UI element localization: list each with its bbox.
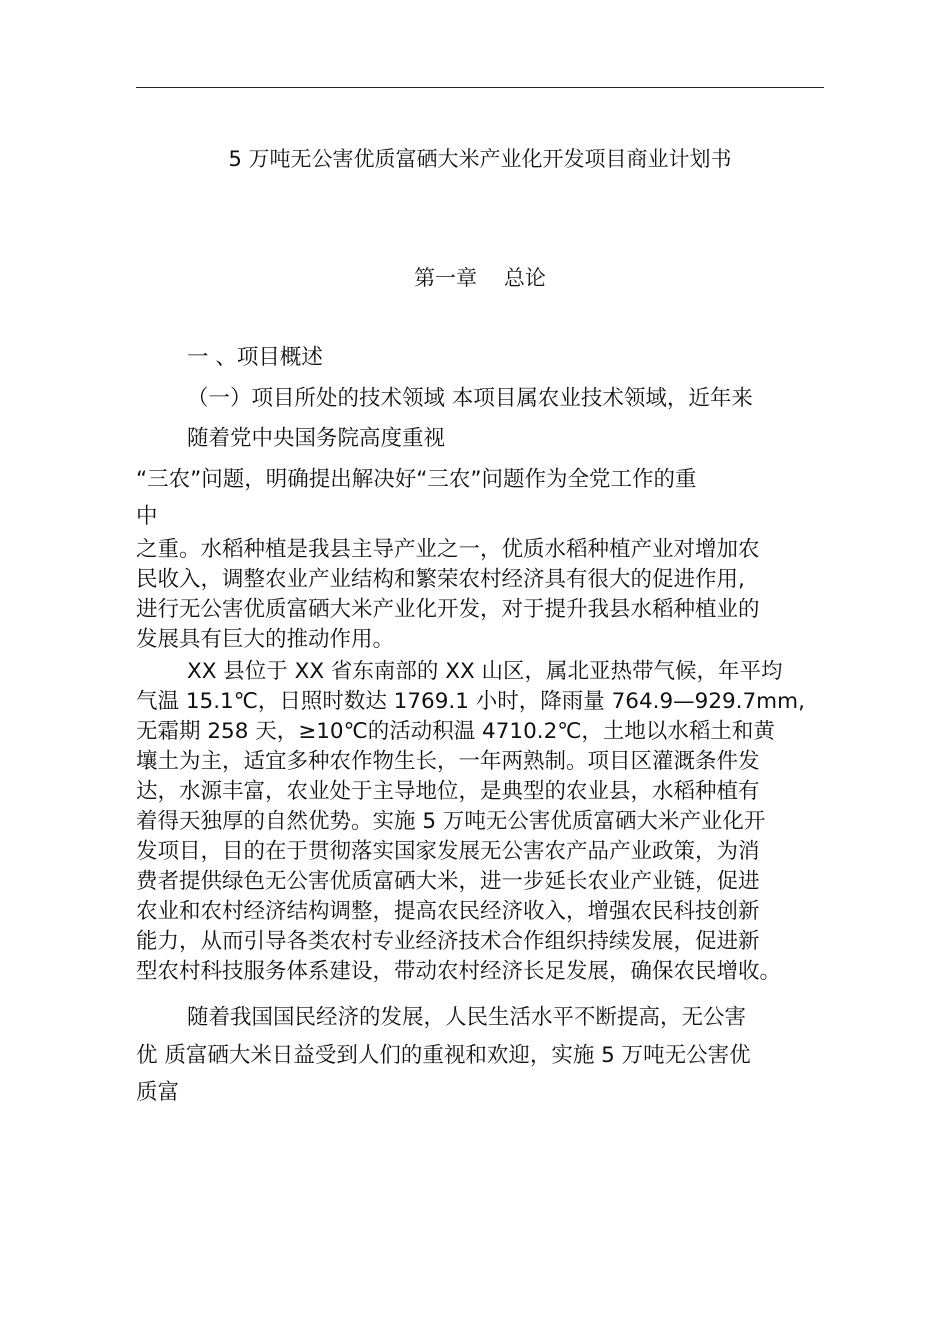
- paragraph-line: 随着我国国民经济的发展，人民生活水平不断提高，无公害: [187, 1005, 747, 1030]
- chapter-title: 第一章 总论: [414, 266, 546, 290]
- paragraph-line: 达，水源丰富，农业处于主导地位，是典型的农业县，水稻种植有: [136, 779, 760, 804]
- paragraph-line: 无霜期 258 天，≥10℃的活动积温 4710.2℃，土地以水稻土和黄: [136, 719, 775, 744]
- paragraph-line: 着得天独厚的自然优势。实施 5 万吨无公害优质富硒大米产业化开: [136, 809, 766, 834]
- paragraph-line: （一）项目所处的技术领域 本项目属农业技术领域，近年来: [187, 386, 753, 411]
- paragraph-line: 质富: [136, 1080, 180, 1105]
- paragraph-line: “三农”问题，明确提出解决好“三农”问题作为全党工作的重: [136, 467, 697, 492]
- paragraph-line: 进行无公害优质富硒大米产业化开发，对于提升我县水稻种植业的: [136, 597, 760, 622]
- paragraph-line: 民收入，调整农业产业结构和繁荣农村经济具有很大的促进作用,: [136, 567, 745, 592]
- paragraph-line: 壤土为主，适宜多种农作物生长，一年两熟制。项目区灌溉条件发: [136, 749, 760, 774]
- paragraph-line: 发展具有巨大的推动作用。: [136, 627, 395, 652]
- paragraph-line: 农业和农村经济结构调整，提高农民经济收入，增强农民科技创新: [136, 899, 760, 924]
- paragraph-line: 随着党中央国务院高度重视: [187, 426, 446, 451]
- paragraph-line: 气温 15.1℃，日照时数达 1769.1 小时，降雨量 764.9—929.7mm,: [136, 689, 805, 714]
- paragraph-line: 优 质富硒大米日益受到人们的重视和欢迎，实施 5 万吨无公害优: [136, 1043, 751, 1068]
- document-title: 5 万吨无公害优质富硒大米产业化开发项目商业计划书: [228, 147, 732, 171]
- paragraph-line: 发项目，目的在于贯彻落实国家发展无公害农产品产业政策，为消: [136, 839, 760, 864]
- paragraph-line: 型农村科技服务体系建设，带动农村经济长足发展，确保农民增收。: [136, 959, 782, 984]
- section-heading: 一 、项目概述: [187, 345, 323, 370]
- paragraph-line: XX 县位于 XX 省东南部的 XX 山区，属北亚热带气候，年平均: [187, 659, 783, 684]
- paragraph-line: 中: [136, 504, 158, 529]
- paragraph-line: 之重。水稻种植是我县主导产业之一，优质水稻种植产业对增加农: [136, 537, 760, 562]
- paragraph-line: 能力，从而引导各类农村专业经济技术合作组织持续发展，促进新: [136, 929, 760, 954]
- header-rule: [136, 87, 824, 88]
- paragraph-line: 费者提供绿色无公害优质富硒大米，进一步延长农业产业链，促进: [136, 869, 760, 894]
